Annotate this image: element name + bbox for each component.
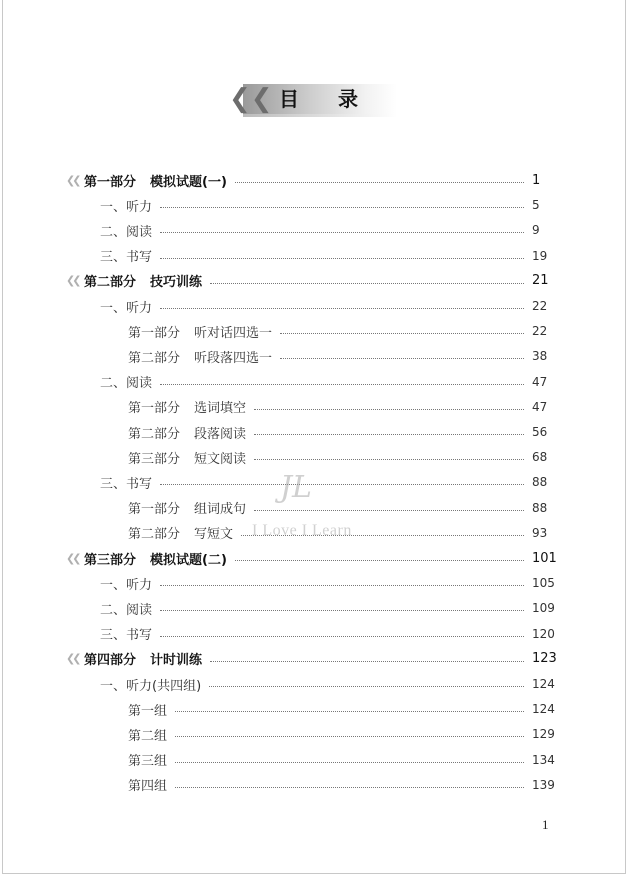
toc-label: 二、阅读 <box>100 602 153 618</box>
toc-label: 第二组 <box>128 728 168 744</box>
toc-label: 第一组 <box>128 703 168 719</box>
toc-subsection-row[interactable] <box>128 773 566 797</box>
toc-label: 三、书写 <box>100 476 153 492</box>
toc-section-row[interactable] <box>100 672 566 696</box>
toc-subsection-row[interactable] <box>128 722 566 746</box>
toc-section-row[interactable] <box>100 218 566 242</box>
toc-title: 技巧训练 <box>150 275 203 291</box>
toc-label: 第二部分 <box>128 426 181 442</box>
toc-subsection-row[interactable] <box>128 521 566 545</box>
dot-leader <box>210 660 524 662</box>
toc-title: 短文阅读 <box>194 451 247 467</box>
title-shadow <box>243 114 397 117</box>
toc-page-number: 120 <box>532 626 555 641</box>
toc-page-number: 109 <box>532 601 555 616</box>
dot-leader <box>241 534 524 536</box>
dot-leader <box>160 206 524 208</box>
dot-leader <box>160 609 524 611</box>
toc-part-row[interactable] <box>66 546 566 570</box>
toc-label: 二、阅读 <box>100 376 153 392</box>
toc-label: 一、听力 <box>100 300 153 316</box>
toc-label: 三、书写 <box>100 628 153 644</box>
double-chevron-left-icon: ❮❮ <box>66 274 79 288</box>
toc-section-row[interactable] <box>100 294 566 318</box>
dot-leader <box>160 483 524 485</box>
dot-leader <box>280 357 524 359</box>
toc-subsection-row[interactable] <box>128 748 566 772</box>
toc-label: 第四组 <box>128 779 168 795</box>
toc-section-row[interactable] <box>100 596 566 620</box>
toc-label: 三、书写 <box>100 250 153 266</box>
toc-page-number: 47 <box>532 399 548 414</box>
toc-page-number: 93 <box>532 525 548 540</box>
toc-page-number: 38 <box>532 349 548 364</box>
toc-page-number: 56 <box>532 425 548 439</box>
toc-title: 模拟试题(一) <box>150 174 227 190</box>
toc-title: 段落阅读 <box>194 426 247 442</box>
toc-label: 第三组 <box>128 754 168 770</box>
dot-leader <box>254 408 524 410</box>
toc-title: 听对话四选一 <box>194 325 273 341</box>
toc-label: 一、听力 <box>100 199 153 215</box>
toc-page-number: 68 <box>532 450 548 465</box>
toc-page-number: 124 <box>532 702 555 717</box>
toc-page-number: 22 <box>532 299 548 313</box>
toc-subsection-row[interactable] <box>128 420 566 444</box>
toc-label: 二、阅读 <box>100 224 153 240</box>
toc-section-row[interactable] <box>100 193 566 217</box>
toc-label: 第二部分 <box>128 350 181 366</box>
toc-section-row[interactable] <box>100 571 566 595</box>
toc-title: 选词填空 <box>194 401 247 417</box>
dot-leader <box>280 332 524 334</box>
toc-page-number: 1 <box>532 172 541 188</box>
toc-page-number: 21 <box>532 273 549 289</box>
toc-title: 写短文 <box>194 527 234 543</box>
double-chevron-left-icon: ❮❮ <box>66 551 79 565</box>
toc-label: 第一部分 <box>128 325 181 341</box>
toc-label: 一、听力(共四组) <box>100 678 202 694</box>
dot-leader <box>235 559 524 561</box>
dot-leader <box>210 282 524 284</box>
title-banner <box>229 82 397 116</box>
toc-subsection-row[interactable] <box>128 697 566 721</box>
dot-leader <box>175 710 524 712</box>
toc-label: 一、听力 <box>100 577 153 593</box>
dot-leader <box>160 383 524 385</box>
dot-leader <box>160 307 524 309</box>
toc-title: 计时训练 <box>150 653 203 669</box>
toc-subsection-row[interactable] <box>128 395 566 419</box>
toc-label: 第四部分 <box>84 653 137 669</box>
toc-section-row[interactable] <box>100 370 566 394</box>
toc-section-row[interactable] <box>100 622 566 646</box>
toc-title: 组词成句 <box>194 502 247 518</box>
toc-part-row[interactable] <box>66 269 566 293</box>
double-chevron-left-icon: ❮❮ <box>66 652 79 666</box>
toc-part-row[interactable] <box>66 168 566 192</box>
watermark-logo: JL <box>280 470 312 505</box>
toc-section-row[interactable] <box>100 470 566 494</box>
dot-leader <box>254 433 524 435</box>
dot-leader <box>175 761 524 763</box>
toc-page-number: 9 <box>532 223 540 238</box>
toc-part-row[interactable] <box>66 647 566 671</box>
toc-page-number: 101 <box>532 550 557 566</box>
dot-leader <box>160 584 524 586</box>
dot-leader <box>209 685 524 687</box>
toc-page-number: 5 <box>532 198 540 213</box>
toc-subsection-row[interactable] <box>128 344 566 368</box>
toc-page-number: 47 <box>532 374 548 389</box>
toc-page-number: 124 <box>532 677 555 691</box>
toc-label: 第三部分 <box>128 451 181 467</box>
toc-label: 第二部分 <box>128 527 181 543</box>
toc-page-number: 134 <box>532 752 555 767</box>
double-chevron-left-icon: ❮❮ <box>66 173 79 187</box>
dot-leader <box>160 231 524 233</box>
toc-page-number: 88 <box>532 475 548 490</box>
dot-leader <box>175 786 524 788</box>
toc-subsection-row[interactable] <box>128 496 566 520</box>
toc-page-number: 139 <box>532 777 555 792</box>
toc-title: 模拟试题(二) <box>150 552 227 568</box>
toc-label: 第一部分 <box>128 502 181 518</box>
double-chevron-left-icon: ❮❮ <box>229 84 273 114</box>
toc-page-number: 19 <box>532 248 548 263</box>
toc-label: 第一部分 <box>84 174 137 190</box>
dot-leader <box>254 458 524 460</box>
toc-section-row[interactable] <box>100 244 566 268</box>
dot-leader <box>254 509 524 511</box>
toc-page-number: 123 <box>532 651 557 667</box>
toc-title: 听段落四选一 <box>194 350 273 366</box>
dot-leader <box>175 735 524 737</box>
page-number: 1 <box>542 817 549 832</box>
dot-leader <box>160 257 524 259</box>
toc-subsection-row[interactable] <box>128 445 566 469</box>
toc-subsection-row[interactable] <box>128 319 566 343</box>
toc-page-number: 22 <box>532 324 548 339</box>
toc-page-number: 129 <box>532 727 555 742</box>
dot-leader <box>235 181 524 183</box>
toc-page-number: 105 <box>532 576 555 591</box>
toc-page-number: 88 <box>532 500 548 515</box>
toc-label: 第二部分 <box>84 275 137 291</box>
toc-label: 第三部分 <box>84 552 137 568</box>
watermark-text: I Love I Learn <box>252 522 352 539</box>
page-title: 目 录 <box>279 87 374 111</box>
toc-label: 第一部分 <box>128 401 181 417</box>
dot-leader <box>160 635 524 637</box>
